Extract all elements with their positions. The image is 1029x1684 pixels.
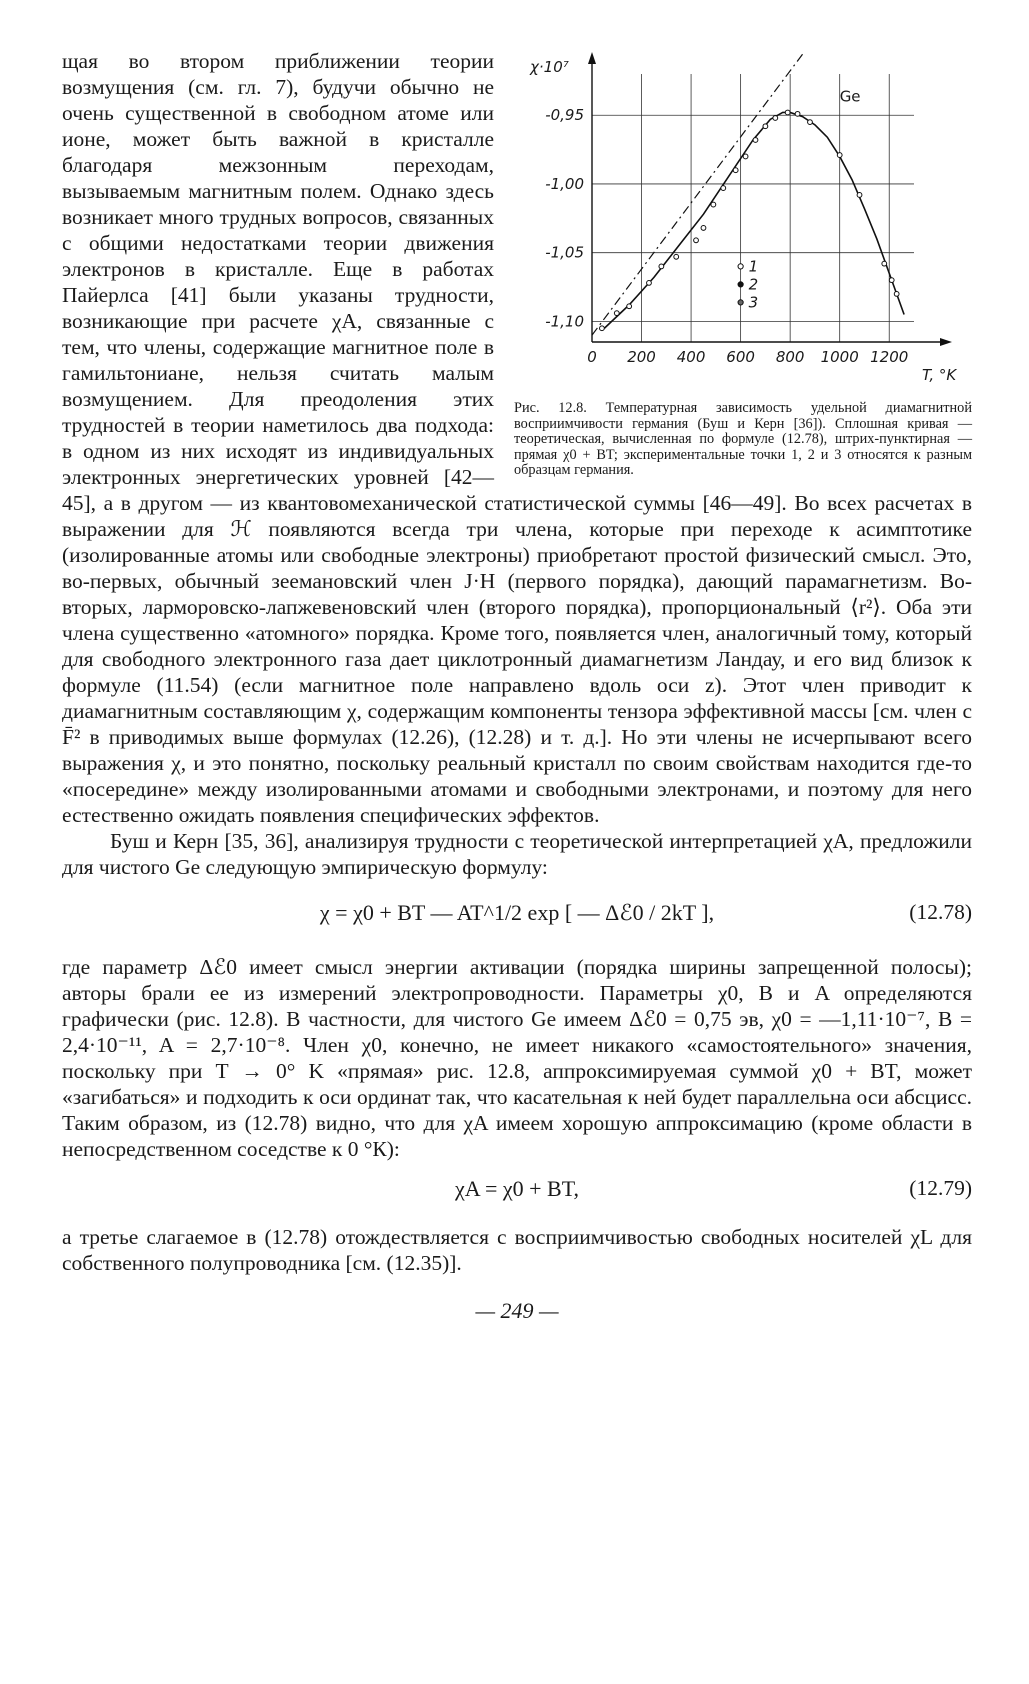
data-point [627, 304, 632, 309]
x-tick-label: 600 [726, 348, 755, 366]
equation-formula: χA = χ0 + BT, [455, 1176, 579, 1201]
legend-marker [738, 300, 743, 305]
data-point [733, 168, 738, 173]
legend-marker [738, 264, 743, 269]
x-tick-label: 200 [627, 348, 656, 366]
paragraph-4: а третье слагаемое в (12.78) отождествляется с восприимчивостью свободных носителей χL для собственного полупроводника [см. (12.35)]. [62, 1225, 972, 1275]
paragraph-1: щая во втором приближении теории возмущения (см. гл. 7), будучи обычно не очень существенной в свободном атоме или ионе, может быть важной в кристалле благодаря межзонным переходам, вызываемым магнитным полем. Однако здесь возникает много трудных вопросов, связанных с общими недостатками теории движения электронов в кристалле. Еще в работах Пайерлса [41] были указаны трудности, возникающие при расчете χA, связанные с тем, что члены, содержащие магнитное поле в гамильтониане, нельзя считать малым возмущением. Для преодоления этих трудностей в теории наметилось два подхода: в одном из них исходят из индивидуальных электронных энергетических уровней [42—45], а в другом — из квантовомеханической статистической суммы [46—49]. Во всех расчетах в выражении для ℋ появляются всегда три члена, которые при переходе к асимптотике (изолированные атомы или свободные электроны) приобретают простой физический смысл. Это, во-первых, обычный зеемановский член J·H (первого порядка), дающий парамагнетизм. Во-вторых, ларморовско-лапжевеновский член (второго порядка), пропорциональный ⟨r²⟩. Оба эти члена существенно «атомного» порядка. Кроме того, появляется член, аналогичный тому, который для свободного электронного газа дает циклотронный диамагнетизм Ландау, и его вид близок к формуле (11.54) (если магнитное поле направлено вдоль оси z). Этот член приводит к диамагнитным составляющим χ, содержащим компоненты тензора эффективной массы [см. член с F̄² в приводимых выше формулах (12.26), (12.28) и т. д.]. Но эти члены не исчерпывают всего выражения χ, и это понятно, поскольку реальный кристалл по своим свойствам находится где-то «посередине» между изолированными атомами и свободными электронами, и поэтому для него естественно ожидать появления специфических эффектов. [62, 49, 972, 827]
x-tick-label: 1200 [870, 348, 909, 366]
data-point [701, 226, 706, 231]
x-tick-label: 0 [587, 348, 597, 366]
equation-formula: χ = χ0 + BT — AT^1/2 exp [ — Δℰ0 / 2kT ], [319, 900, 715, 925]
paragraph-2: Буш и Керн [35, 36], анализируя трудности с теоретической интерпретацией χA, предложили для чистого Ge следующую эмпирическую формулу: [62, 829, 972, 879]
x-tick-label: 400 [676, 348, 706, 366]
data-point [753, 138, 758, 143]
text-block-with-figure [62, 48, 972, 828]
chart-labels [529, 58, 957, 384]
equation-12-79 [62, 1172, 972, 1210]
data-point [882, 261, 887, 266]
equation-number: (12.79) [909, 1176, 972, 1200]
document-page [62, 48, 972, 1324]
data-point [857, 193, 862, 198]
equation-number: (12.78) [909, 900, 972, 924]
data-point [837, 153, 842, 158]
chart-axes [588, 52, 952, 346]
data-point [773, 116, 778, 121]
y-tick-label: -1,05 [545, 243, 584, 262]
data-point [795, 111, 800, 116]
x-axis-arrow [940, 338, 952, 346]
data-point [894, 291, 899, 296]
data-point [721, 186, 726, 191]
chart-susceptibility-vs-temperature [514, 52, 972, 397]
figure-caption: Рис. 12.8. Температурная зависимость удельной диамагнитной восприимчивости германия (Буш и Керн [36]). Сплошная кривая — теоретическая, вычисленная по формуле (12.78), штрих-пунктирная — прямая χ0 + BT; экспериментальные точки 1, 2 и 3 относятся к разным образцам германия. [514, 400, 972, 478]
equation-12-78 [62, 888, 972, 942]
y-tick-label: -1,00 [545, 174, 584, 193]
data-point [808, 120, 813, 125]
x-tick-label: 800 [775, 348, 805, 366]
paragraph-3: где параметр Δℰ0 имеет смысл энергии активации (порядка ширины запрещенной полосы); авторы брали ее из измерений электропроводности. Параметры χ0, B и A определяются графически (рис. 12.8). В частности, для чистого Ge имеем Δℰ0 = 0,75 эв, χ0 = —1,11·10⁻⁷, B = 2,4·10⁻¹¹, A = 2,7·10⁻⁸. Член χ0, конечно, не имеет никакого «самостоятельного» значения, поскольку при T → 0° K «прямая» рис. 12.8, аппроксимируемая суммой χ0 + BT, может «загибаться» и подходить к оси ординат так, что касательная к ней будет параллельна оси абсцисс. Таким образом, из (12.78) видно, что для χA имеем хорошую аппроксимацию (кроме области в непосредственном соседстве к 0 °К): [62, 955, 972, 1161]
y-tick-label: -0,95 [545, 106, 584, 125]
legend-label: 3 [748, 293, 759, 312]
y-axis-arrow [588, 52, 596, 64]
data-point [711, 202, 716, 207]
y-axis-label: χ·10⁷ [530, 58, 569, 76]
data-point [659, 264, 664, 269]
figure-label-ge: Ge [839, 87, 861, 106]
data-point [647, 281, 652, 286]
data-point [694, 238, 699, 243]
x-axis-label: T, °K [922, 366, 957, 384]
y-tick-label: -1,10 [545, 312, 584, 331]
data-point [763, 124, 768, 129]
data-point [674, 254, 679, 259]
data-point [743, 154, 748, 159]
data-point [785, 110, 790, 115]
x-tick-label: 1000 [820, 348, 859, 366]
data-point [889, 278, 894, 283]
figure-12-8 [514, 52, 972, 479]
data-point [614, 311, 619, 316]
legend-marker [738, 282, 743, 287]
legend-label: 2 [748, 275, 759, 294]
page-number: — 249 — [475, 1298, 559, 1323]
data-point [600, 326, 605, 331]
legend-label: 1 [748, 257, 759, 276]
